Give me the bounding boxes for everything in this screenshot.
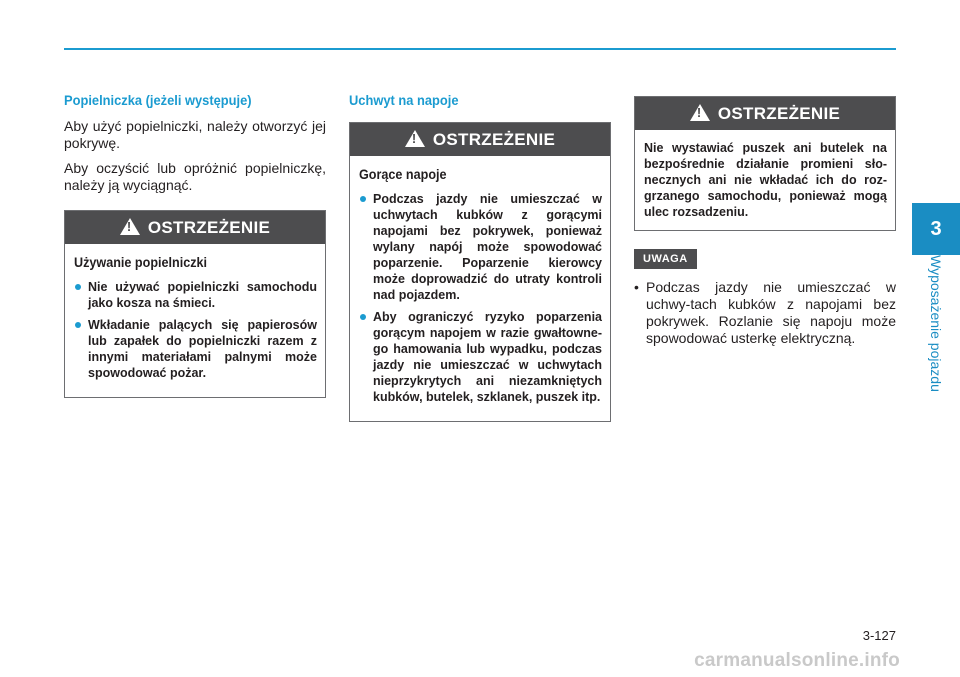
right-column — [634, 96, 896, 347]
chapter-tab — [912, 203, 960, 255]
warning-body — [350, 156, 610, 421]
chapter-number: 3 — [930, 217, 942, 240]
body-paragraph: Aby oczyścić lub opróżnić popielniczkę, należy ją wyciągnąć. — [64, 160, 326, 193]
ashtray-heading: Popielniczka (jeżeli występuje) — [64, 92, 252, 108]
warning-item: Podczas jazdy nie umieszczać w uchwytach kubków z gorącymi napojami bez pokrywek, ponieważ wylany napój może spowodować poparzenie. Poparzenie kierowcy może doprowadzić do utraty kontroli nad pojazdem. — [359, 191, 602, 303]
page-number: 3-127 — [862, 628, 896, 643]
warning-item: Aby ograniczyć ryzyko poparzenia gorącym napojem w razie gwałtowne-go hamowania lub wypadku, podczas jazdy nie umieszczać w uchwytach nieprzykrytych ani niezamkniętych kubków, butelek, szklanek, puszek itp. — [359, 309, 602, 405]
warning-header — [635, 97, 895, 130]
top-rule — [64, 48, 896, 50]
warning-header — [65, 211, 325, 244]
warning-title: Gorące napoje — [359, 166, 447, 182]
warning-list — [359, 191, 602, 405]
warning-box-cans — [634, 96, 896, 231]
warning-triangle-icon — [405, 130, 425, 147]
note-badge: UWAGA — [634, 249, 697, 269]
warning-body — [635, 130, 895, 230]
warning-box-hot-drinks — [349, 122, 611, 422]
cupholder-heading: Uchwyt na napoje — [349, 92, 459, 108]
left-column — [64, 92, 326, 398]
middle-column — [349, 92, 611, 422]
warning-label: OSTRZEŻENIE — [432, 129, 556, 149]
warning-box-ashtray — [64, 210, 326, 398]
warning-title: Używanie popielniczki — [74, 254, 208, 270]
warning-list — [74, 279, 317, 381]
chapter-title-vertical — [912, 255, 960, 405]
chapter-title: Wyposażenie pojazdu — [928, 255, 944, 392]
warning-body — [65, 244, 325, 397]
warning-item: Wkładanie palących się papierosów lub zapałek do popielniczki razem z innymi materiałami palnymi może spowodować pożar. — [74, 317, 317, 381]
warning-text: Nie wystawiać puszek ani butelek na bezpośrednie działanie promieni sło-necznych ani nie wkładać ich do roz-grzanego samochodu, ponieważ mogą ulec rozsadzeniu. — [644, 141, 887, 219]
warning-label: OSTRZEŻENIE — [147, 217, 271, 237]
note-list — [634, 279, 896, 347]
warning-header — [350, 123, 610, 156]
watermark: carmanualsonline.info — [694, 650, 900, 671]
warning-item: Nie używać popielniczki samochodu jako kosza na śmieci. — [74, 279, 317, 311]
note-item: • Podczas jazdy nie umieszczać w uchwy-tach kubków z napojami bez pokrywek. Rozlanie się napoju może spowodować usterkę elektryczną. — [634, 279, 896, 347]
warning-label: OSTRZEŻENIE — [717, 103, 841, 123]
warning-triangle-icon — [120, 218, 140, 235]
body-paragraph: Aby użyć popielniczki, należy otworzyć jej pokrywę. — [64, 118, 326, 151]
warning-triangle-icon — [690, 104, 710, 121]
